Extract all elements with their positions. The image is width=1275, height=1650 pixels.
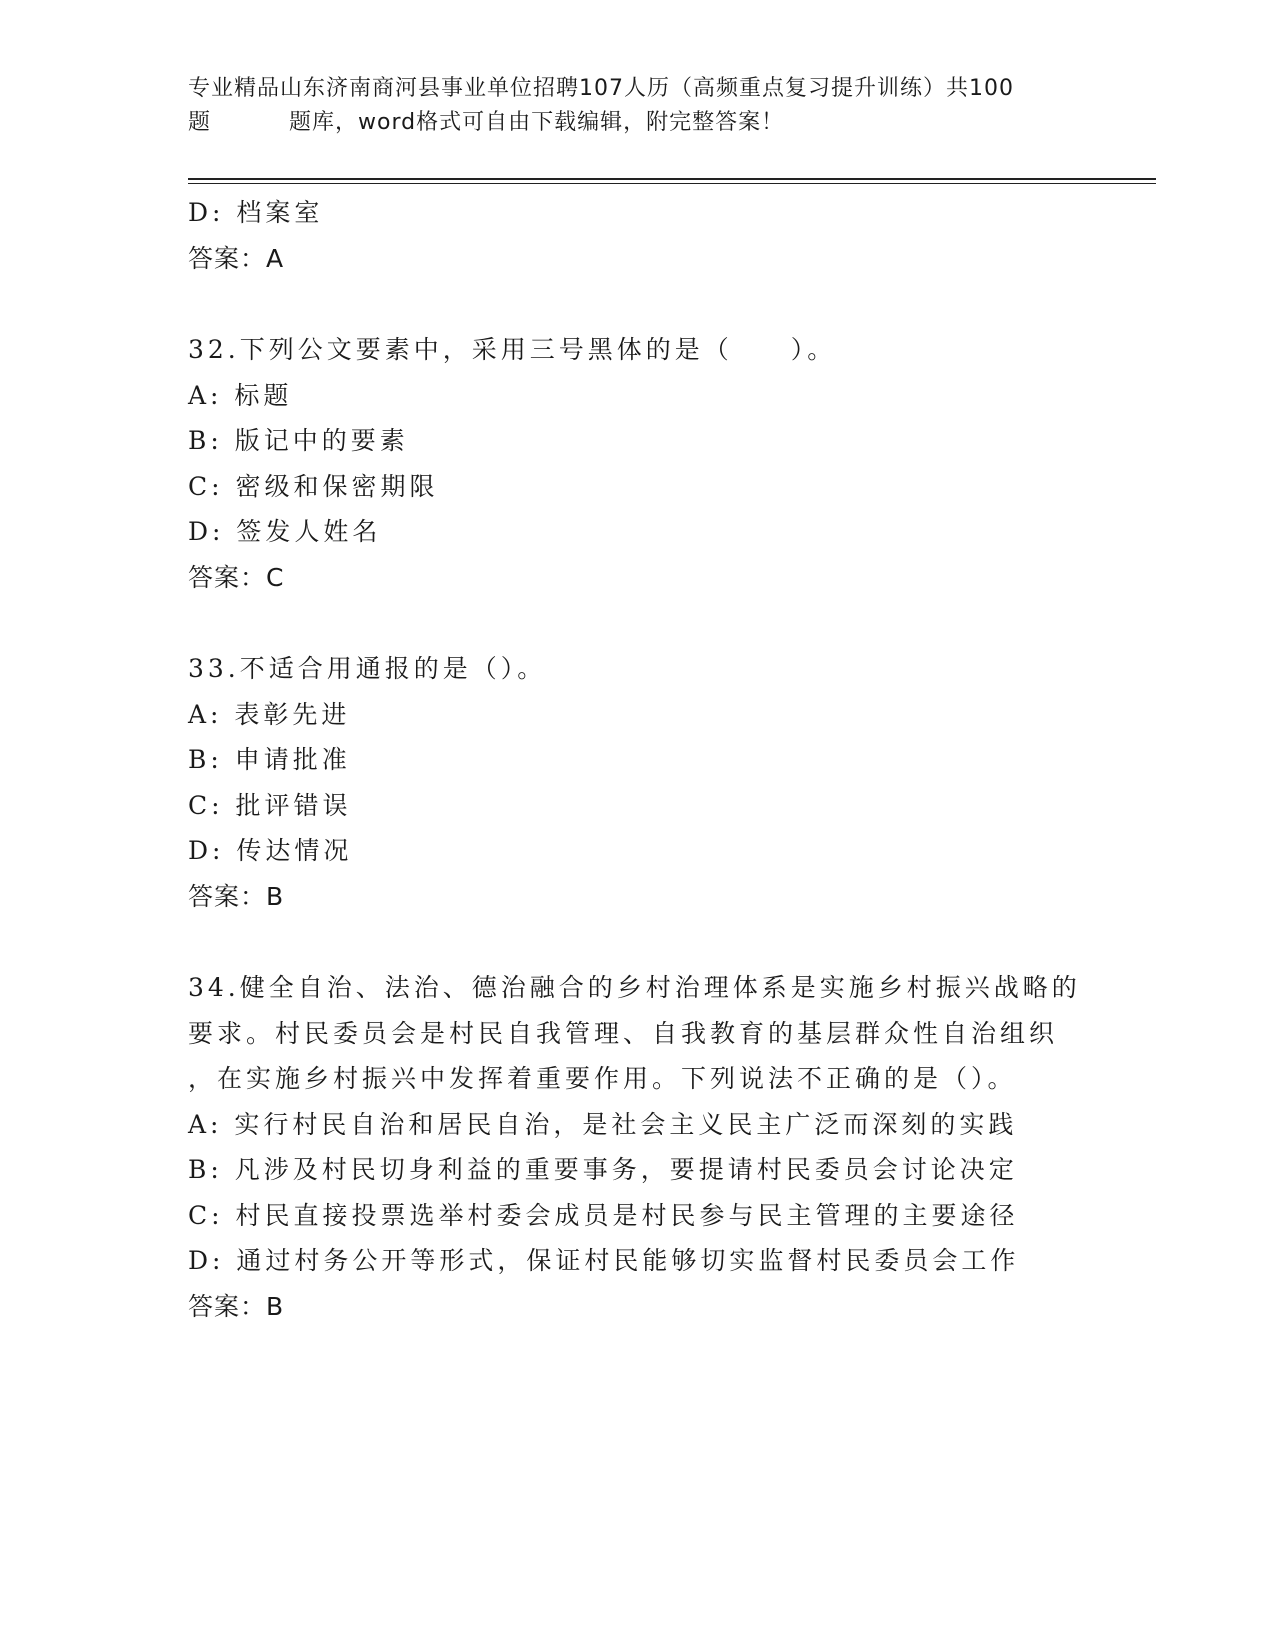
page-header — [188, 72, 1088, 140]
header-title-line2-start: 题 — [188, 110, 212, 135]
q33-option-c: C: 批评错误 — [188, 790, 352, 820]
q32-option-d: D: 签发人姓名 — [188, 517, 382, 546]
header-title-line2 — [188, 106, 1088, 140]
header-rule-thin — [188, 183, 1156, 184]
q32-option-a: A: 标题 — [188, 380, 293, 410]
q34-stem-line1: 34.健全自治、法治、德治融合的乡村治理体系是实施乡村振兴战略的 — [188, 973, 1081, 1002]
header-title-line1: 专业精品山东济南商河县事业单位招聘107人历（高频重点复习提升训练）共100 — [188, 76, 1014, 101]
q34-answer: 答案：B — [188, 1291, 285, 1321]
q34-option-c: C: 村民直接投票选举村委会成员是村民参与民主管理的主要途径 — [188, 1200, 1019, 1230]
q34-stem-line2: 要求。村民委员会是村民自我管理、自我教育的基层群众性自治组织 — [188, 1018, 1059, 1048]
q33-stem: 33.不适合用通报的是（）。 — [188, 654, 547, 683]
q34-stem-line3: ，在实施乡村振兴中发挥着重要作用。下列说法不正确的是（）。 — [188, 1064, 1017, 1093]
document-body — [188, 190, 1128, 1329]
q33-option-a: A: 表彰先进 — [188, 699, 351, 729]
q33-option-d: D: 传达情况 — [188, 836, 353, 865]
q34-option-a: A: 实行村民自治和居民自治，是社会主义民主广泛而深刻的实践 — [188, 1109, 1018, 1139]
q32-option-c: C: 密级和保密期限 — [188, 471, 439, 501]
q33-option-b: B: 申请批准 — [188, 745, 351, 774]
q33-answer: 答案：B — [188, 881, 285, 911]
prev-answer: 答案：A — [188, 243, 285, 273]
header-title-line2-rest: 题库，word格式可自由下载编辑，附完整答案！ — [289, 110, 785, 135]
q34-option-b: B: 凡涉及村民切身利益的重要事务，要提请村民委员会讨论决定 — [188, 1155, 1018, 1184]
header-rule-thick — [188, 178, 1156, 180]
q32-option-b: B: 版记中的要素 — [188, 426, 409, 455]
q32-answer: 答案：C — [188, 562, 285, 592]
prev-option-d: D: 档案室 — [188, 198, 324, 227]
q34-option-d: D: 通过村务公开等形式，保证村民能够切实监督村民委员会工作 — [188, 1246, 1020, 1275]
q32-stem: 32.下列公文要素中，采用三号黑体的是（ ）。 — [188, 335, 837, 364]
